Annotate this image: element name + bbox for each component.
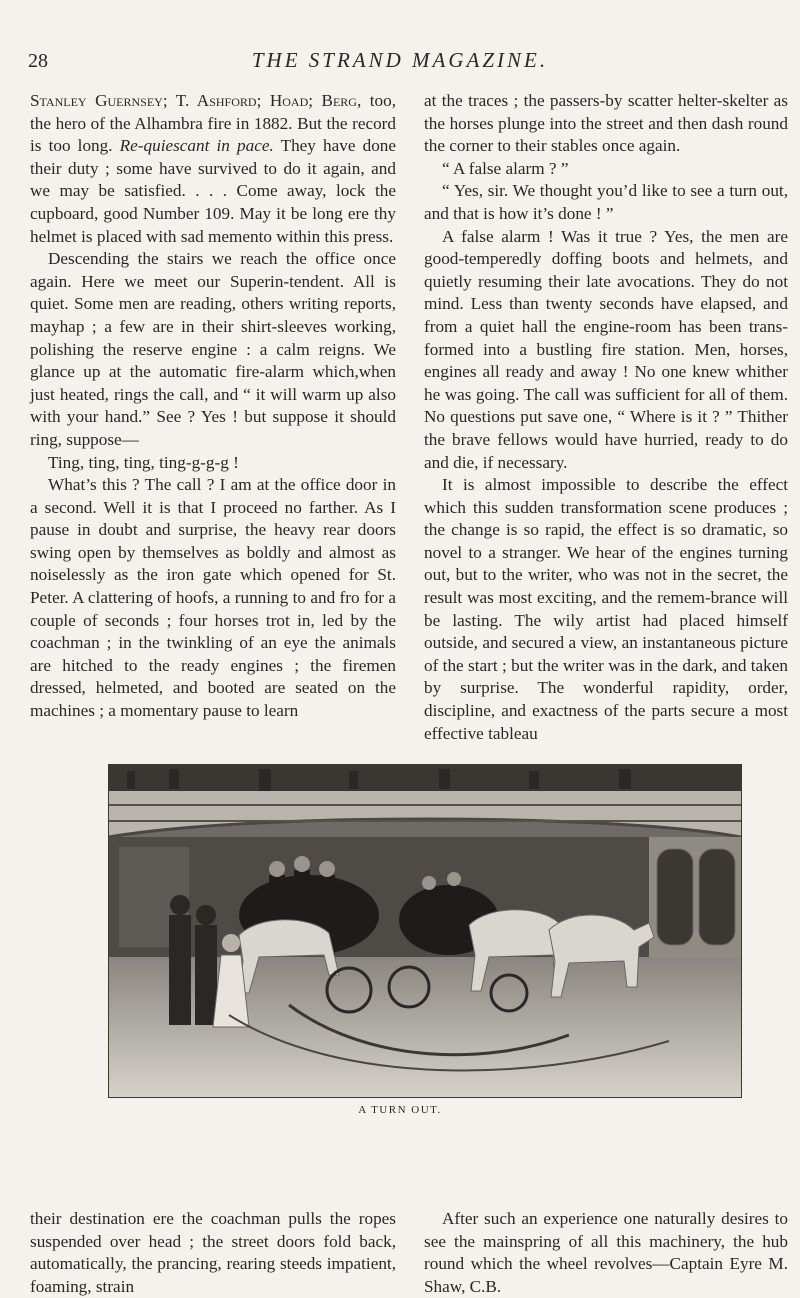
- paragraph: What’s this ? The call ? I am at the office door in a second. Well it is that I proceed no farther. As I pause in doubt and surprise, the heavy rear doors swing open by themselves as boldly and almost as noiselessly as the iron gate which opened for St. Peter. A clattering of hoofs, a running to and fro for a couple of seconds ; four horses trot in, led by the coachman ; in the twinkling of an eye the animals are hitched to the ready engines ; the firemen dressed, helmeted, and booted are seated on the machines ; a momentary pause to learn: [30, 475, 396, 721]
- paragraph: their destination ere the coachman pulls the ropes suspended over head ; the street doors fold back, automatically, the prancing, rearing steeds impatient, foaming, strain: [30, 1209, 396, 1296]
- page-number: 28: [28, 50, 48, 72]
- paragraph: Descending the stairs we reach the office once again. Here we meet our Superin-tendent. All is quiet. Some men are reading, others writing reports, mayhap ; a few are in their shirt-sleeves working, polishing the reserve engine : a calm reigns. We glance up at the automatic fire-alarm which,when just heated, rings the call, and “ it will warm up also with your hand.” See ? Yes ! but suppose it should ring, suppose—: [30, 249, 396, 449]
- column-right-bottom: [424, 1208, 788, 1298]
- column-left-top: [30, 90, 396, 723]
- paragraph-text: too, the hero of the Alhambra fire in 1882. But the record is too long.: [30, 91, 396, 156]
- column-left-bottom: [30, 1208, 396, 1298]
- paragraph-text: They have done their duty ; some have survived to do it again, and we may be satisfied. . . . Come away, lock the cupboard, good Number 109. May it be long ere thy helmet is placed with sad memento within this press.: [30, 136, 397, 246]
- paragraph: at the traces ; the passers-by scatter helter-skelter as the horses plunge into the street and then dash round the corner to their stables once again.: [424, 91, 788, 156]
- paragraph: [30, 90, 396, 248]
- paragraph: After such an experience one naturally desires to see the mainspring of all this machinery, the hub round which the wheel revolves—Captain Eyre M. Shaw, C.B.: [424, 1209, 788, 1296]
- figure-caption: A TURN OUT.: [358, 1104, 442, 1116]
- paragraph: “ Yes, sir. We thought you’d like to see a turn out, and that is how it’s done ! ”: [424, 181, 788, 223]
- fire-station-photograph: [108, 764, 742, 1098]
- photo-illustration: [109, 765, 741, 1097]
- paragraph: Ting, ting, ting, ting-g-g-g !: [48, 452, 239, 472]
- firemen-names: Stanley Guernsey; T. Ashford; Hoad; Berg,: [30, 91, 362, 110]
- paragraph: A false alarm ! Was it true ? Yes, the men are good-temperedly doffing boots and helmets, and quietly resuming their late avocations. They do not mind. Less than twenty seconds have elapsed, and from a quiet hall the engine-room has been trans-formed into a bustling fire station. Men, horses, engines all ready and away ! No one knew whither he was going. The call was sufficient for all of them. No questions put save one, “ Where is it ? ” Thither the brave fellows would have hurried, ready to do and die, if necessary.: [424, 226, 788, 472]
- latin-phrase: Re-quiescant in pace.: [119, 136, 274, 156]
- running-title: THE STRAND MAGAZINE.: [251, 48, 549, 72]
- paragraph: It is almost impossible to describe the effect which this sudden transformation scene produces ; the change is so rapid, the effect is so dramatic, so novel to a stranger. We hear of the engines turning out, but to the writer, who was not in the secret, the result was most exciting, and the remem-brance will be lasting. The wily artist had placed himself outside, and secured a view, an instantaneous picture of the start ; but the writer was in the dark, and taken by surprise. The wonderful rapidity, order, discipline, and exactness of the parts secure a most effective tableau: [424, 475, 788, 743]
- paragraph: “ A false alarm ? ”: [442, 158, 569, 178]
- column-right-top: [424, 90, 788, 745]
